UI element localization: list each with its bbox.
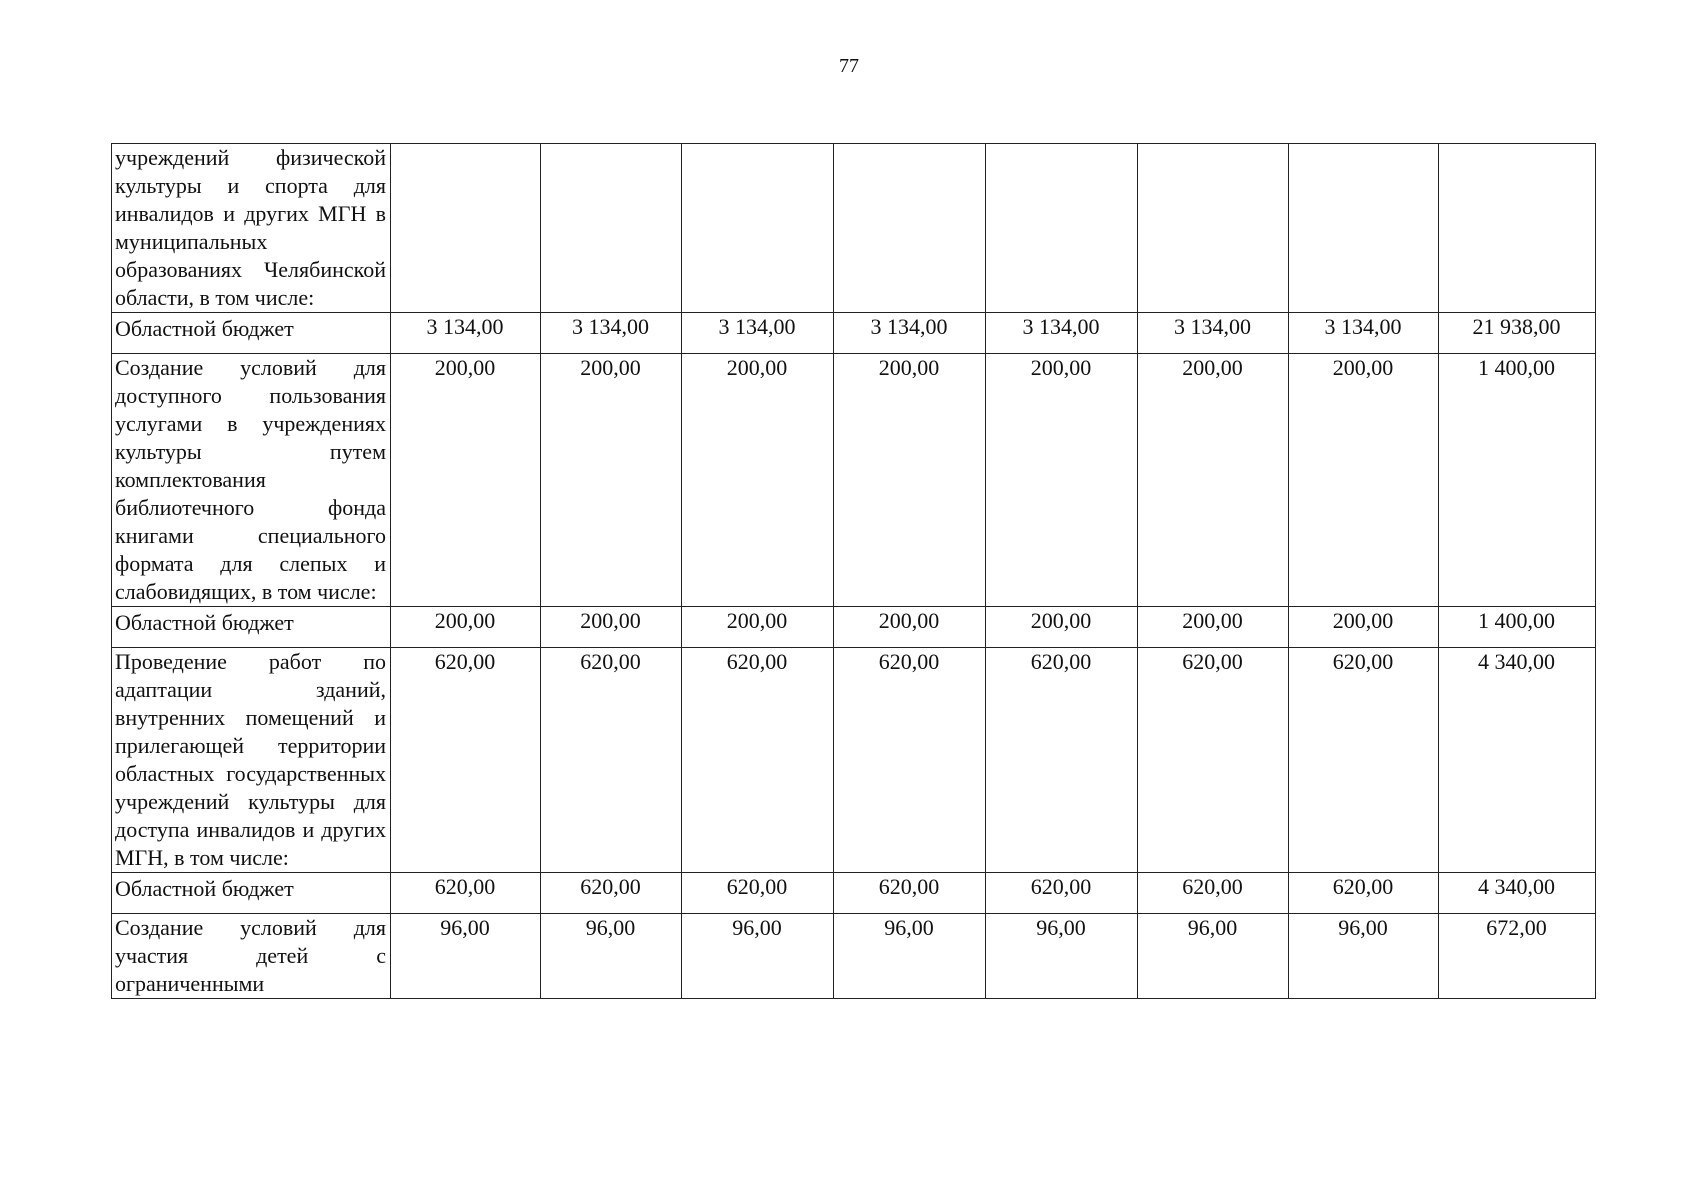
funding-source-cell: Областной бюджет	[112, 873, 391, 914]
total-value-cell: 1 400,00	[1439, 354, 1596, 607]
year-value-cell: 96,00	[834, 914, 986, 999]
year-value-cell: 200,00	[1138, 607, 1289, 648]
total-value-cell: 672,00	[1439, 914, 1596, 999]
total-value-cell: 4 340,00	[1439, 873, 1596, 914]
year-value-cell: 620,00	[682, 873, 834, 914]
year-value-cell: 200,00	[682, 607, 834, 648]
year-value-cell	[1289, 144, 1439, 313]
year-value-cell: 3 134,00	[1138, 313, 1289, 354]
year-value-cell	[834, 144, 986, 313]
total-value-cell: 4 340,00	[1439, 648, 1596, 873]
year-value-cell: 620,00	[1289, 648, 1439, 873]
program-item-row	[112, 144, 1596, 313]
year-value-cell: 200,00	[834, 354, 986, 607]
year-value-cell: 96,00	[391, 914, 541, 999]
year-value-cell: 3 134,00	[541, 313, 682, 354]
year-value-cell: 96,00	[1138, 914, 1289, 999]
year-value-cell	[682, 144, 834, 313]
funding-source-cell: Областной бюджет	[112, 607, 391, 648]
year-value-cell: 3 134,00	[391, 313, 541, 354]
funding-source-cell: Областной бюджет	[112, 313, 391, 354]
funding-source-row	[112, 873, 1596, 914]
year-value-cell: 620,00	[834, 648, 986, 873]
year-value-cell: 200,00	[1289, 354, 1439, 607]
year-value-cell: 3 134,00	[682, 313, 834, 354]
year-value-cell: 620,00	[1138, 873, 1289, 914]
page-number: 77	[839, 55, 859, 77]
year-value-cell	[986, 144, 1138, 313]
year-value-cell: 200,00	[391, 354, 541, 607]
year-value-cell: 96,00	[541, 914, 682, 999]
year-value-cell: 96,00	[986, 914, 1138, 999]
year-value-cell	[391, 144, 541, 313]
program-item-row	[112, 914, 1596, 999]
item-description-cell: Проведение работ по адаптации зданий, внутренних помещений и прилегающей территории областных государственных учреждений культуры для доступа инвалидов и других МГН, в том числе:	[112, 648, 391, 873]
funding-source-row	[112, 313, 1596, 354]
year-value-cell: 200,00	[834, 607, 986, 648]
item-description-cell: Создание условий для доступного пользования услугами в учреждениях культуры путем комплектования библиотечного фонда книгами специального формата для слепых и слабовидящих, в том числе:	[112, 354, 391, 607]
year-value-cell: 200,00	[1289, 607, 1439, 648]
year-value-cell: 200,00	[986, 354, 1138, 607]
year-value-cell: 96,00	[682, 914, 834, 999]
total-value-cell: 1 400,00	[1439, 607, 1596, 648]
year-value-cell: 620,00	[986, 873, 1138, 914]
budget-table	[111, 143, 1596, 999]
funding-source-row	[112, 607, 1596, 648]
item-description-cell: учреждений физической культуры и спорта для инвалидов и других МГН в муниципальных образованиях Челябинской области, в том числе:	[112, 144, 391, 313]
year-value-cell: 620,00	[391, 648, 541, 873]
year-value-cell: 200,00	[541, 607, 682, 648]
year-value-cell: 620,00	[1138, 648, 1289, 873]
year-value-cell: 200,00	[391, 607, 541, 648]
year-value-cell: 620,00	[682, 648, 834, 873]
year-value-cell: 96,00	[1289, 914, 1439, 999]
year-value-cell: 620,00	[834, 873, 986, 914]
item-description-cell: Создание условий для участия детей с ограниченными	[112, 914, 391, 999]
year-value-cell: 3 134,00	[834, 313, 986, 354]
year-value-cell: 3 134,00	[1289, 313, 1439, 354]
year-value-cell: 200,00	[986, 607, 1138, 648]
year-value-cell: 620,00	[541, 648, 682, 873]
program-item-row	[112, 354, 1596, 607]
year-value-cell: 620,00	[391, 873, 541, 914]
year-value-cell: 620,00	[986, 648, 1138, 873]
year-value-cell: 200,00	[682, 354, 834, 607]
total-value-cell	[1439, 144, 1596, 313]
program-item-row	[112, 648, 1596, 873]
year-value-cell: 200,00	[541, 354, 682, 607]
year-value-cell: 620,00	[1289, 873, 1439, 914]
year-value-cell: 3 134,00	[986, 313, 1138, 354]
year-value-cell	[1138, 144, 1289, 313]
table-body	[112, 144, 1596, 999]
year-value-cell	[541, 144, 682, 313]
year-value-cell: 200,00	[1138, 354, 1289, 607]
total-value-cell: 21 938,00	[1439, 313, 1596, 354]
year-value-cell: 620,00	[541, 873, 682, 914]
